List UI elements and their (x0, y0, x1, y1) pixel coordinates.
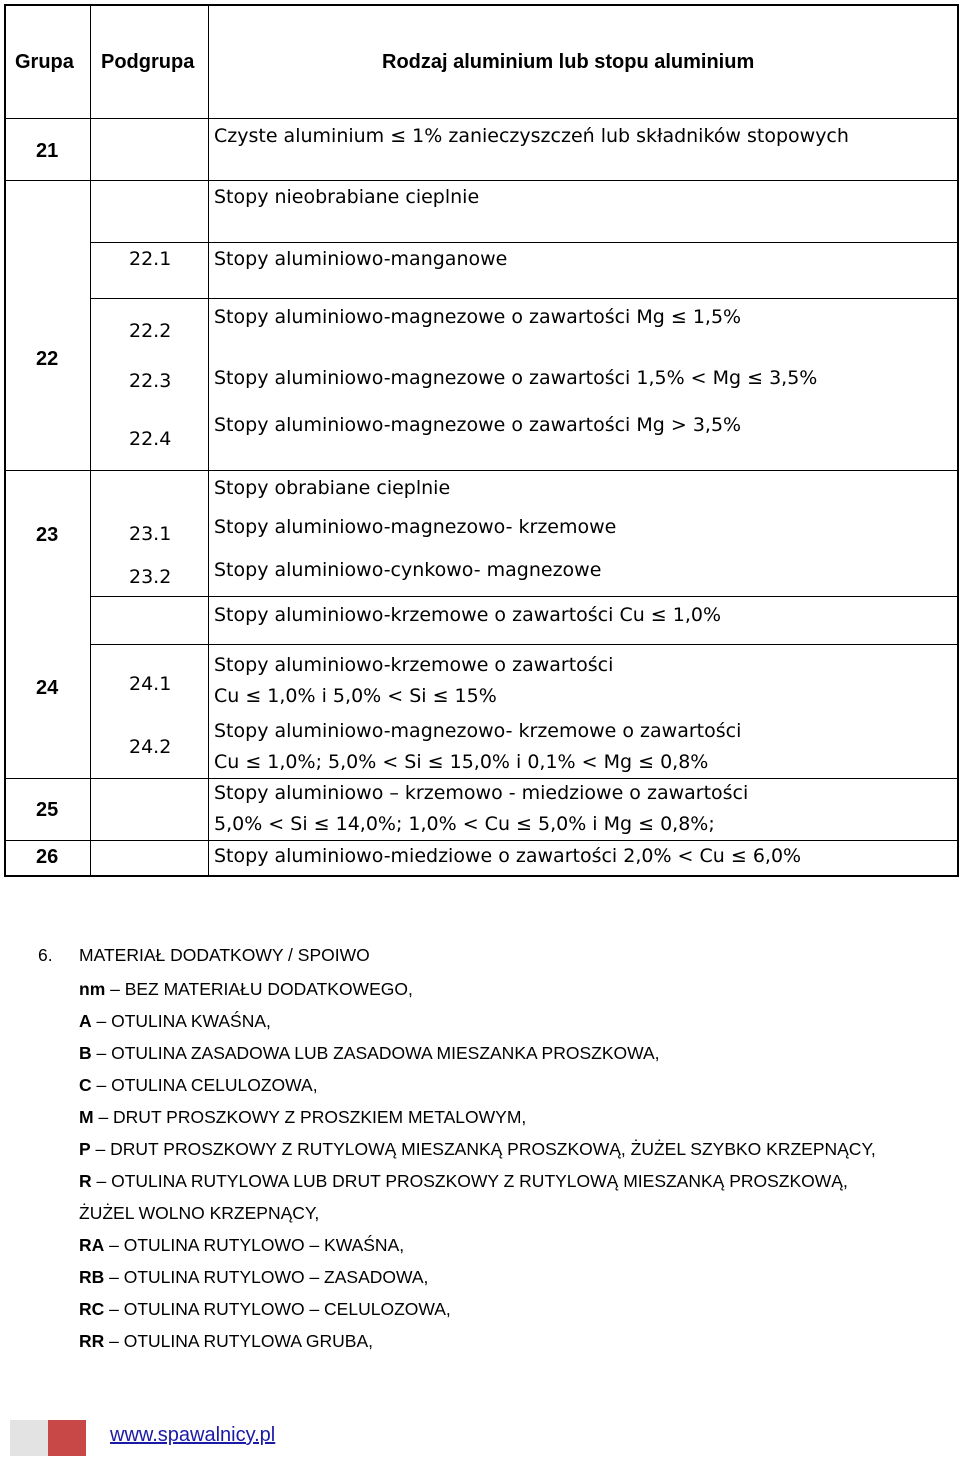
list-item (79, 1139, 876, 1159)
item-code: B (79, 1043, 92, 1063)
table-divider (90, 596, 959, 597)
list-item (79, 1299, 451, 1319)
group-21: 21 (36, 140, 59, 162)
row-24-1-text-line2: Cu ≤ 1,0% i 5,0% < Si ≤ 15% (214, 685, 497, 707)
footer-logo-red-block (48, 1420, 86, 1456)
heading-non-heat-treatable: Stopy nieobrabiane cieplnie (214, 186, 480, 208)
group-23: 23 (36, 524, 59, 546)
item-text: – DRUT PROSZKOWY Z PROSZKIEM METALOWYM, (93, 1107, 527, 1127)
footer-logo-gray-block (10, 1420, 48, 1456)
row-24-2-text: Stopy aluminiowo-magnezowo- krzemowe o zawartości (214, 720, 742, 742)
group-24: 24 (36, 677, 59, 699)
item-text: – OTULINA RUTYLOWA GRUBA, (104, 1331, 373, 1351)
footer-website-link[interactable]: www.spawalnicy.pl (110, 1424, 276, 1446)
item-code: C (79, 1075, 92, 1095)
row-22-1-text: Stopy aluminiowo-manganowe (214, 248, 508, 270)
item-text: ŻUŻEL WOLNO KRZEPNĄCY, (79, 1203, 320, 1223)
row-22-4-text: Stopy aluminiowo-magnezowe o zawartości Mg > 3,5% (214, 414, 742, 436)
group-26: 26 (36, 846, 59, 868)
table-divider (90, 242, 959, 243)
item-text: – DRUT PROSZKOWY Z RUTYLOWĄ MIESZANKĄ PROSZKOWĄ, ŻUŻEL SZYBKO KRZEPNĄCY, (90, 1139, 876, 1159)
table-divider (4, 840, 959, 841)
table-divider (4, 470, 959, 471)
row-23-1-text: Stopy aluminiowo-magnezowo- krzemowe (214, 516, 617, 538)
row-25-text-line2: 5,0% < Si ≤ 14,0%; 1,0% < Cu ≤ 5,0% i Mg ≤ 0,8%; (214, 813, 715, 835)
subgroup-24-2: 24.2 (129, 736, 172, 758)
subgroup-23-1: 23.1 (129, 523, 172, 545)
row-25-text: Stopy aluminiowo – krzemowo - miedziowe o zawartości (214, 782, 749, 804)
table-divider (4, 118, 959, 119)
row-21-text: Czyste aluminium ≤ 1% zanieczyszczeń lub składników stopowych (214, 125, 849, 147)
row-26-text: Stopy aluminiowo-miedziowe o zawartości 2,0% < Cu ≤ 6,0% (214, 845, 802, 867)
row-23-2-text: Stopy aluminiowo-cynkowo- magnezowe (214, 559, 602, 581)
table-divider (4, 180, 959, 181)
item-code: RR (79, 1331, 105, 1351)
list-item (79, 1011, 271, 1031)
group-25: 25 (36, 799, 59, 821)
heading-cu-le-1: Stopy aluminiowo-krzemowe o zawartości Cu ≤ 1,0% (214, 604, 722, 626)
item-text: – OTULINA RUTYLOWO – CELULOZOWA, (104, 1299, 451, 1319)
item-code: M (79, 1107, 94, 1127)
item-text: – OTULINA RUTYLOWA LUB DRUT PROSZKOWY Z RUTYLOWĄ MIESZANKĄ PROSZKOWĄ, (91, 1171, 848, 1191)
list-item (79, 1171, 848, 1191)
header-podgrupa: Podgrupa (101, 51, 195, 73)
row-24-1-text: Stopy aluminiowo-krzemowe o zawartości (214, 654, 614, 676)
subgroup-22-2: 22.2 (129, 320, 172, 342)
list-item (79, 979, 413, 999)
table-divider (90, 298, 959, 299)
list-item (79, 1107, 526, 1127)
list-item (79, 1043, 660, 1063)
item-text: – OTULINA RUTYLOWO – KWAŚNA, (104, 1235, 405, 1255)
item-code: nm (79, 979, 106, 999)
subgroup-22-1: 22.1 (129, 248, 172, 270)
table-divider (90, 644, 959, 645)
list-item (79, 1267, 428, 1287)
item-text: – OTULINA RUTYLOWO – ZASADOWA, (104, 1267, 429, 1287)
header-grupa: Grupa (15, 51, 74, 73)
list-item (79, 1075, 318, 1095)
list-item (79, 1331, 373, 1351)
table-divider (90, 4, 91, 877)
subgroup-22-3: 22.3 (129, 370, 172, 392)
item-code: R (79, 1171, 92, 1191)
item-code: RB (79, 1267, 105, 1287)
section-number: 6. (38, 945, 53, 965)
subgroup-22-4: 22.4 (129, 428, 172, 450)
list-item (79, 1235, 404, 1255)
list-item (79, 1203, 319, 1223)
group-22: 22 (36, 348, 59, 370)
row-22-3-text: Stopy aluminiowo-magnezowe o zawartości 1,5% < Mg ≤ 3,5% (214, 367, 818, 389)
subgroup-24-1: 24.1 (129, 673, 172, 695)
section-title: MATERIAŁ DODATKOWY / SPOIWO (79, 945, 370, 965)
item-text: – OTULINA KWAŚNA, (91, 1011, 271, 1031)
item-code: RC (79, 1299, 105, 1319)
row-24-2-text-line2: Cu ≤ 1,0%; 5,0% < Si ≤ 15,0% i 0,1% < Mg ≤ 0,8% (214, 751, 709, 773)
table-divider (4, 778, 959, 779)
item-code: A (79, 1011, 92, 1031)
heading-heat-treatable: Stopy obrabiane cieplnie (214, 477, 451, 499)
item-text: – BEZ MATERIAŁU DODATKOWEGO, (105, 979, 413, 999)
item-text: – OTULINA ZASADOWA LUB ZASADOWA MIESZANKA PROSZKOWA, (91, 1043, 660, 1063)
header-rodzaj: Rodzaj aluminium lub stopu aluminium (382, 51, 755, 73)
item-text: – OTULINA CELULOZOWA, (91, 1075, 318, 1095)
item-code: RA (79, 1235, 105, 1255)
row-22-2-text: Stopy aluminiowo-magnezowe o zawartości Mg ≤ 1,5% (214, 306, 742, 328)
subgroup-23-2: 23.2 (129, 566, 172, 588)
table-divider (208, 4, 209, 877)
item-code: P (79, 1139, 91, 1159)
